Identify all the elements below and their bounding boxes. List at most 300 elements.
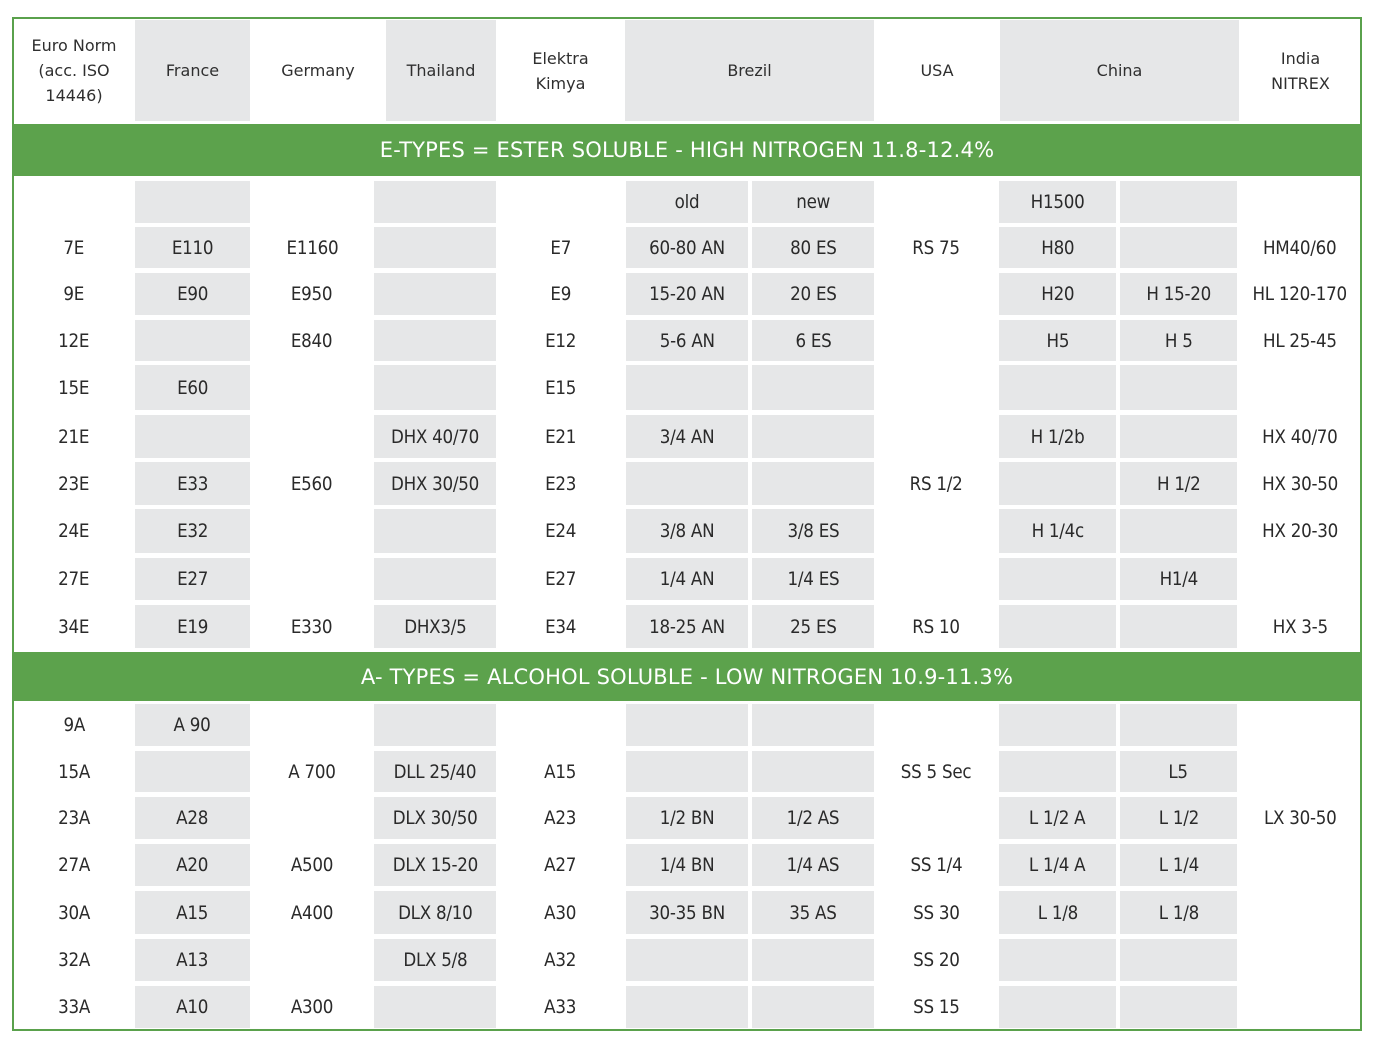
table-cell <box>752 558 874 600</box>
cell-text: 23A <box>58 807 90 829</box>
cell-text: SS 15 <box>912 996 960 1018</box>
cell-text: A13 <box>176 949 209 971</box>
cell-text: L 1/2 A <box>1029 807 1086 829</box>
table-cell <box>752 509 874 553</box>
table-cell <box>1240 558 1360 600</box>
cell-text: E7 <box>550 236 571 259</box>
table-cell <box>752 704 874 746</box>
cell-text: 21E <box>58 425 90 448</box>
table-cell <box>252 939 372 981</box>
table-cell <box>876 986 996 1028</box>
table-cell <box>252 509 372 553</box>
cell-text: A 90 <box>174 714 211 736</box>
cell-text: 9A <box>63 714 85 736</box>
column-header <box>1000 20 1239 121</box>
table-cell <box>252 704 372 746</box>
table-cell <box>999 605 1116 648</box>
table-cell <box>1240 320 1360 361</box>
table-cell <box>1120 462 1237 505</box>
cell-text: H5 <box>1046 329 1069 352</box>
table-cell <box>626 415 748 458</box>
table-cell <box>1120 891 1237 934</box>
table-cell <box>752 320 874 361</box>
table-cell <box>135 797 250 839</box>
table-cell <box>135 751 250 792</box>
table-cell <box>999 704 1116 746</box>
cell-text: USA <box>920 61 954 80</box>
table-cell <box>1120 415 1237 458</box>
subheader-cell <box>876 181 996 223</box>
table-cell <box>135 986 250 1028</box>
table-cell <box>252 227 372 268</box>
table-cell <box>14 273 134 315</box>
table-cell <box>999 462 1116 505</box>
table-cell <box>752 273 874 315</box>
table-cell <box>252 462 372 505</box>
table-cell <box>498 273 623 315</box>
table-cell <box>876 462 996 505</box>
table-cell <box>374 891 496 934</box>
cell-text: A20 <box>176 854 209 876</box>
cell-text: HX 40/70 <box>1262 425 1338 448</box>
table-cell <box>14 605 134 648</box>
cell-text: DHX 40/70 <box>390 425 480 448</box>
cell-text: 27A <box>58 854 90 876</box>
cell-text: A300 <box>290 996 334 1018</box>
table-cell <box>252 605 372 648</box>
cell-text: E110 <box>171 236 214 259</box>
cell-text: HX 3-5 <box>1272 615 1328 638</box>
table-cell <box>876 939 996 981</box>
cell-text: 30A <box>58 901 90 924</box>
table-cell <box>498 751 623 792</box>
table-cell <box>498 704 623 746</box>
cell-text: 23E <box>58 472 90 495</box>
cell-text: A500 <box>290 854 334 876</box>
table-cell <box>14 797 134 839</box>
table-cell <box>135 365 250 410</box>
cell-text: H80 <box>1040 236 1075 259</box>
cell-text: 24E <box>58 520 90 542</box>
table-cell <box>999 986 1116 1028</box>
table-cell <box>374 558 496 600</box>
table-cell <box>1120 751 1237 792</box>
subheader-cell <box>626 181 748 223</box>
cell-text: E27 <box>176 568 209 590</box>
table-cell <box>626 462 748 505</box>
cell-text: A27 <box>544 854 577 876</box>
table-cell <box>135 509 250 553</box>
table-cell <box>626 605 748 648</box>
table-cell <box>374 986 496 1028</box>
table-cell <box>374 462 496 505</box>
table-cell <box>999 273 1116 315</box>
table-cell <box>752 751 874 792</box>
column-header <box>1241 20 1360 121</box>
table-cell <box>374 320 496 361</box>
table-cell <box>999 844 1116 886</box>
cell-text: China <box>1096 61 1143 80</box>
table-cell <box>1120 939 1237 981</box>
cell-text: 1/4 AS <box>786 854 840 876</box>
cell-text: L 1/4 A <box>1029 854 1086 876</box>
table-cell <box>135 605 250 648</box>
cell-text: 15A <box>58 760 90 783</box>
cell-text: A400 <box>290 901 334 924</box>
table-cell <box>498 365 623 410</box>
table-cell <box>1240 462 1360 505</box>
table-cell <box>626 751 748 792</box>
table-cell <box>374 751 496 792</box>
cell-text: A15 <box>544 760 577 783</box>
table-cell <box>626 797 748 839</box>
table-cell <box>1120 986 1237 1028</box>
table-cell <box>498 509 623 553</box>
cell-text: E60 <box>176 376 209 399</box>
cell-text: L 1/8 <box>1158 901 1199 924</box>
table-cell <box>14 704 134 746</box>
table-cell <box>999 509 1116 553</box>
table-cell <box>252 273 372 315</box>
cell-text: DLX 30/50 <box>392 807 478 829</box>
table-cell <box>626 891 748 934</box>
table-cell <box>1120 509 1237 553</box>
cell-text: 1/4 AN <box>659 568 715 590</box>
table-cell <box>999 558 1116 600</box>
table-cell <box>876 227 996 268</box>
column-header <box>876 20 998 121</box>
cell-text: HX 30-50 <box>1262 472 1338 495</box>
table-cell <box>1120 227 1237 268</box>
cell-text: SS 20 <box>912 949 960 971</box>
cell-text: H 1/2 <box>1156 472 1201 495</box>
table-cell <box>498 227 623 268</box>
table-cell <box>14 320 134 361</box>
table-cell <box>876 320 996 361</box>
table-cell <box>626 704 748 746</box>
table-cell <box>135 891 250 934</box>
table-cell <box>498 939 623 981</box>
cell-text: DLX 15-20 <box>392 854 478 876</box>
table-cell <box>1240 509 1360 553</box>
cell-text: E15 <box>544 376 577 399</box>
cell-text: 3/8 ES <box>787 520 839 542</box>
table-cell <box>135 939 250 981</box>
cell-text: E19 <box>176 615 209 638</box>
table-cell <box>999 227 1116 268</box>
table-cell <box>752 891 874 934</box>
cell-text: H 5 <box>1164 329 1193 352</box>
cell-text: L 1/4 <box>1158 854 1199 876</box>
table-cell <box>14 462 134 505</box>
cell-text: 7E <box>63 236 85 259</box>
table-cell <box>1120 273 1237 315</box>
cell-text: 35 AS <box>789 901 837 924</box>
cell-text: 34E <box>58 615 90 638</box>
cell-text: H 15-20 <box>1146 283 1211 305</box>
cell-text: SS 30 <box>912 901 960 924</box>
cell-text: HL 25-45 <box>1263 329 1337 352</box>
table-cell <box>626 939 748 981</box>
cell-text: 30-35 BN <box>649 901 725 924</box>
cell-text: new <box>796 191 830 213</box>
section-banner-e-types: E-TYPES = ESTER SOLUBLE - HIGH NITROGEN 11.8-12.4% <box>14 124 1360 176</box>
cell-text: DHX 30/50 <box>390 472 480 495</box>
table-cell <box>374 365 496 410</box>
table-cell <box>14 415 134 458</box>
cell-text: DLX 8/10 <box>397 901 473 924</box>
table-cell <box>14 939 134 981</box>
cell-text: E27 <box>544 568 577 590</box>
cell-text: 32A <box>58 949 90 971</box>
cell-text: RS 75 <box>912 236 960 259</box>
section-banner-a-types: A- TYPES = ALCOHOL SOLUBLE - LOW NITROGEN 10.9-11.3% <box>14 652 1360 701</box>
cell-text: 25 ES <box>789 615 837 638</box>
table-cell <box>252 797 372 839</box>
table-cell <box>1120 605 1237 648</box>
table-cell <box>1240 986 1360 1028</box>
cell-text: E330 <box>291 615 333 638</box>
table-cell <box>135 844 250 886</box>
table-cell <box>999 797 1116 839</box>
cell-text: LX 30-50 <box>1263 807 1337 829</box>
table-cell <box>876 891 996 934</box>
table-cell <box>374 797 496 839</box>
cell-text: H1/4 <box>1159 568 1198 590</box>
cell-text: A23 <box>544 807 577 829</box>
cell-text: Elektra Kimya <box>532 48 589 93</box>
cell-text: E12 <box>544 329 577 352</box>
table-cell <box>1240 939 1360 981</box>
table-cell <box>1240 605 1360 648</box>
cell-text: HX 20-30 <box>1262 520 1338 542</box>
cell-text: DLX 5/8 <box>402 949 468 971</box>
cell-text: E33 <box>176 472 209 495</box>
table-cell <box>1240 365 1360 410</box>
cell-text: 5-6 AN <box>659 329 715 352</box>
cell-text: A33 <box>544 996 577 1018</box>
table-cell <box>252 558 372 600</box>
cell-text: A30 <box>544 901 577 924</box>
cell-text: old <box>674 191 700 213</box>
table-cell <box>14 844 134 886</box>
cell-text: 80 ES <box>789 236 837 259</box>
table-cell <box>374 273 496 315</box>
table-cell <box>135 462 250 505</box>
table-cell <box>752 415 874 458</box>
cell-text: DLL 25/40 <box>393 760 477 783</box>
table-cell <box>999 939 1116 981</box>
cell-text: E9 <box>550 283 571 305</box>
table-cell <box>752 605 874 648</box>
subheader-cell <box>374 181 496 223</box>
table-cell <box>752 939 874 981</box>
table-cell <box>999 751 1116 792</box>
cell-text: Brezil <box>727 61 772 80</box>
table-cell <box>1120 797 1237 839</box>
cell-text: 3/4 AN <box>659 425 715 448</box>
table-cell <box>1120 365 1237 410</box>
cell-text: L 1/2 <box>1158 807 1199 829</box>
cell-text: A 700 <box>288 760 336 783</box>
subheader-cell <box>1240 181 1360 223</box>
table-cell <box>1240 227 1360 268</box>
table-cell <box>135 320 250 361</box>
table-cell <box>876 751 996 792</box>
cell-text: DHX3/5 <box>403 615 467 638</box>
cell-text: RS 10 <box>912 615 960 638</box>
table-cell <box>374 939 496 981</box>
table-cell <box>999 891 1116 934</box>
table-cell <box>999 320 1116 361</box>
table-cell <box>1240 797 1360 839</box>
cell-text: 15E <box>58 376 90 399</box>
table-cell <box>14 986 134 1028</box>
table-cell <box>999 365 1116 410</box>
table-cell <box>252 751 372 792</box>
table-cell <box>626 844 748 886</box>
cell-text: E34 <box>544 615 577 638</box>
cell-text: Thailand <box>406 61 476 80</box>
subheader-cell <box>1120 181 1237 223</box>
cell-text: 6 ES <box>794 329 832 352</box>
table-cell <box>876 415 996 458</box>
table-cell <box>14 891 134 934</box>
table-cell <box>876 365 996 410</box>
table-cell <box>1240 891 1360 934</box>
table-cell <box>1240 704 1360 746</box>
cell-text: E24 <box>544 520 577 542</box>
cell-text: E21 <box>544 425 577 448</box>
cell-text: Euro Norm (acc. ISO 14446) <box>31 36 117 105</box>
cell-text: E1160 <box>286 236 338 259</box>
cell-text: L5 <box>1168 760 1189 783</box>
cell-text: 1/4 BN <box>659 854 715 876</box>
subheader-cell <box>135 181 250 223</box>
table-cell <box>498 986 623 1028</box>
table-cell <box>752 844 874 886</box>
table-cell <box>752 797 874 839</box>
cell-text: 1/2 AS <box>786 807 840 829</box>
cell-text: L 1/8 <box>1037 901 1078 924</box>
table-cell <box>498 558 623 600</box>
table-cell <box>498 891 623 934</box>
cell-text: E32 <box>176 520 209 542</box>
table-cell <box>999 415 1116 458</box>
column-header <box>252 20 384 121</box>
table-cell <box>252 891 372 934</box>
table-cell <box>752 462 874 505</box>
cell-text: E840 <box>291 329 333 352</box>
table-cell <box>374 415 496 458</box>
subheader-cell <box>752 181 874 223</box>
table-cell <box>135 273 250 315</box>
table-cell <box>374 227 496 268</box>
table-cell <box>498 844 623 886</box>
column-header <box>625 20 874 121</box>
table-cell <box>876 797 996 839</box>
table-cell <box>1120 704 1237 746</box>
table-cell <box>498 320 623 361</box>
subheader-cell <box>252 181 372 223</box>
table-cell <box>876 704 996 746</box>
table-cell <box>374 605 496 648</box>
cell-text: SS 5 Sec <box>900 760 972 783</box>
table-cell <box>1240 415 1360 458</box>
cell-text: 1/2 BN <box>659 807 715 829</box>
cell-text: SS 1/4 <box>910 854 962 876</box>
table-cell <box>498 797 623 839</box>
cell-text: E90 <box>176 283 209 305</box>
table-cell <box>752 365 874 410</box>
table-cell <box>135 415 250 458</box>
column-header <box>135 20 250 121</box>
table-cell <box>752 227 874 268</box>
table-cell <box>1120 558 1237 600</box>
table-cell <box>876 844 996 886</box>
cell-text: 27E <box>58 568 90 590</box>
cell-text: H20 <box>1040 283 1075 305</box>
table-cell <box>626 273 748 315</box>
table-cell <box>498 462 623 505</box>
table-cell <box>135 704 250 746</box>
table-cell <box>252 844 372 886</box>
column-header <box>498 20 623 121</box>
table-cell <box>876 605 996 648</box>
cell-text: 15-20 AN <box>649 283 725 305</box>
cell-text: 9E <box>63 283 85 305</box>
table-cell <box>876 273 996 315</box>
table-cell <box>14 558 134 600</box>
cell-text: A15 <box>176 901 209 924</box>
table-cell <box>14 227 134 268</box>
cell-text: HL 120-170 <box>1252 283 1348 305</box>
cell-text: HM40/60 <box>1263 236 1337 259</box>
table-cell <box>374 844 496 886</box>
table-cell <box>374 509 496 553</box>
cell-text: 20 ES <box>789 283 837 305</box>
table-cell <box>135 227 250 268</box>
cell-text: 60-80 AN <box>649 236 725 259</box>
table-cell <box>252 365 372 410</box>
cell-text: 18-25 AN <box>649 615 725 638</box>
table-cell <box>252 320 372 361</box>
table-cell <box>752 986 874 1028</box>
table-cell <box>374 704 496 746</box>
table-cell <box>14 751 134 792</box>
table-cell <box>626 227 748 268</box>
subheader-cell <box>498 181 623 223</box>
table-cell <box>1120 320 1237 361</box>
table-cell <box>1240 844 1360 886</box>
cell-text: E950 <box>291 283 333 305</box>
column-header <box>386 20 496 121</box>
cell-text: Germany <box>281 61 355 80</box>
table-cell <box>14 365 134 410</box>
table-cell <box>252 986 372 1028</box>
cell-text: A10 <box>176 996 209 1018</box>
cell-text: 33A <box>58 996 90 1018</box>
table-cell <box>626 986 748 1028</box>
subheader-cell <box>14 181 134 223</box>
cell-text: 3/8 AN <box>659 520 715 542</box>
cell-text: H 1/2b <box>1030 425 1085 448</box>
table-cell <box>498 415 623 458</box>
cell-text: H 1/4c <box>1031 520 1084 542</box>
column-header <box>14 20 134 121</box>
cell-text: France <box>165 61 220 80</box>
table-cell <box>1240 273 1360 315</box>
